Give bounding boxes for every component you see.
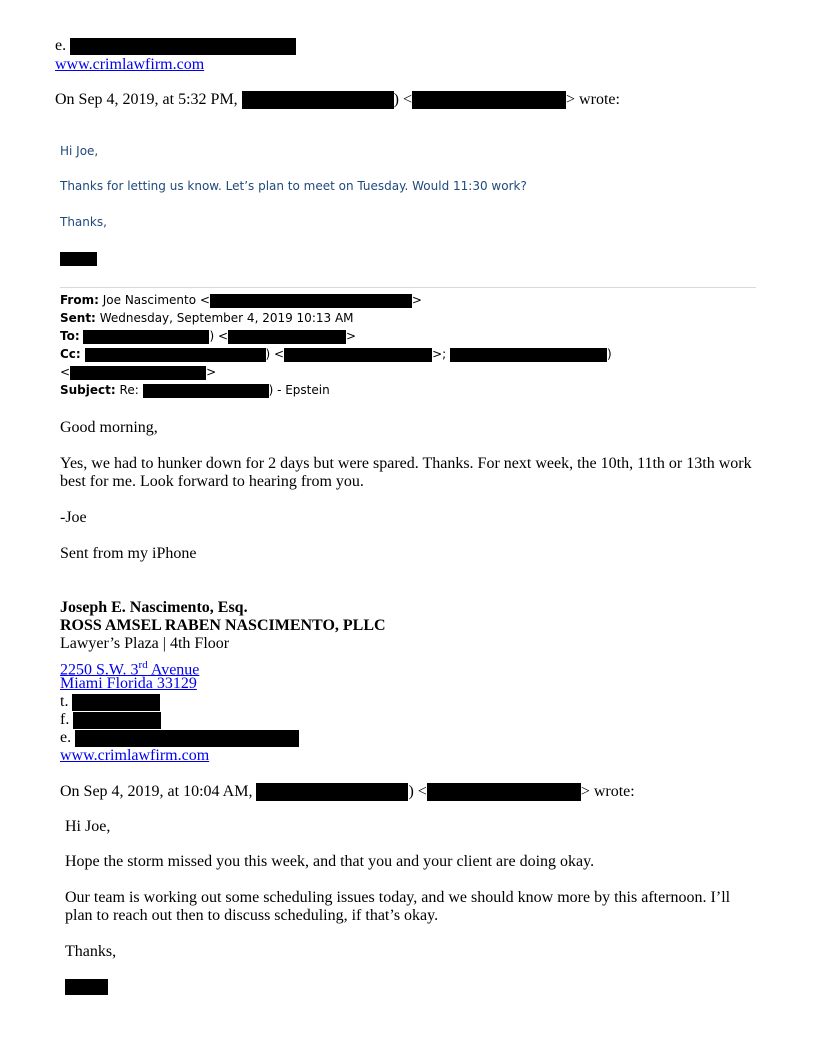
wrote-line-2 xyxy=(60,783,635,801)
to-end: > xyxy=(346,329,357,343)
wrote2-suffix: > wrote: xyxy=(580,783,635,800)
redaction-bar xyxy=(72,694,160,711)
reply1-closing: Thanks, xyxy=(60,215,107,229)
subject-prefix: Re: xyxy=(119,383,139,397)
message2-body-line1: Yes, we had to hunker down for 2 days but were spared. Thanks. For next week, the 10th, 11th or 13th work xyxy=(60,455,752,472)
redaction-bar xyxy=(210,294,412,308)
street-sup: rd xyxy=(138,659,148,671)
header-from xyxy=(60,292,422,308)
street-pre: 2250 S.W. 3 xyxy=(60,661,139,679)
redaction-bar xyxy=(85,348,266,362)
from-label: From: xyxy=(60,293,99,307)
sent-value: Wednesday, September 4, 2019 10:13 AM xyxy=(99,311,354,325)
signature-firm: ROSS AMSEL RABEN NASCIMENTO, PLLC xyxy=(60,617,386,634)
header-cc-line2 xyxy=(60,364,216,380)
e-label: e. xyxy=(60,729,72,746)
message2-sent-from: Sent from my iPhone xyxy=(60,545,197,562)
cc-end: ) xyxy=(607,347,612,361)
to-label: To: xyxy=(60,329,80,343)
cc-sep: >; xyxy=(432,347,447,361)
message3-body1: Hope the storm missed you this week, and that you and your client are doing okay. xyxy=(65,853,595,870)
email-label: e. xyxy=(55,37,67,54)
cc-label: Cc: xyxy=(60,347,81,361)
message2-signoff: -Joe xyxy=(60,509,87,526)
wrote-mid: ) < xyxy=(393,91,413,108)
to-mid: ) < xyxy=(209,329,229,343)
redaction-bar xyxy=(450,348,607,362)
message3-closing: Thanks, xyxy=(65,943,117,960)
website-link[interactable]: www.crimlawfirm.com xyxy=(55,56,205,73)
message3-body2-line2: plan to reach out then to discuss scheduling, if that’s okay. xyxy=(65,907,439,924)
cc2-end: > xyxy=(206,365,217,379)
subject-label: Subject: xyxy=(60,383,116,397)
message3-body2-line1: Our team is working out some scheduling issues today, and we should know more by this afternoon. I’ll xyxy=(65,889,731,906)
cc-mid: ) < xyxy=(265,347,285,361)
street-post: Avenue xyxy=(147,661,200,679)
redaction-bar xyxy=(70,38,296,55)
t-label: t. xyxy=(60,693,69,710)
redaction-bar xyxy=(65,979,108,995)
message2-greeting: Good morning, xyxy=(60,419,158,436)
redaction-bar xyxy=(75,730,299,747)
header-sent xyxy=(60,310,354,326)
wrote2-prefix: On Sep 4, 2019, at 10:04 AM, xyxy=(60,783,253,800)
redaction-bar xyxy=(427,783,581,801)
redaction-bar xyxy=(83,330,209,344)
f-label: f. xyxy=(60,711,70,728)
redaction-bar xyxy=(143,384,269,398)
subject-suffix: ) - Epstein xyxy=(268,383,330,397)
wrote2-mid: ) < xyxy=(408,783,427,800)
signature-address1: Lawyer’s Plaza | 4th Floor xyxy=(60,635,230,652)
wrote-line-1 xyxy=(55,91,620,109)
redaction-bar xyxy=(256,783,408,801)
email-line xyxy=(55,37,296,55)
header-subject xyxy=(60,382,330,398)
redaction-bar xyxy=(60,252,97,266)
from-value: Joe Nascimento < xyxy=(102,293,210,307)
signature-fax xyxy=(60,711,161,729)
reply1-greeting: Hi Joe, xyxy=(60,144,99,158)
divider xyxy=(60,287,756,288)
cc2-start: < xyxy=(60,365,71,379)
wrote-suffix: > wrote: xyxy=(566,91,620,108)
wrote-prefix: On Sep 4, 2019, at 5:32 PM, xyxy=(55,91,238,108)
redaction-bar xyxy=(242,91,394,109)
signature-name: Joseph E. Nascimento, Esq. xyxy=(60,599,248,616)
redaction-bar xyxy=(73,712,161,729)
signature-website-link[interactable]: www.crimlawfirm.com xyxy=(60,747,210,764)
header-cc xyxy=(60,346,612,362)
from-end: > xyxy=(411,293,422,307)
signature-email xyxy=(60,729,299,747)
redaction-bar xyxy=(70,366,206,380)
header-to xyxy=(60,328,356,344)
redaction-bar xyxy=(228,330,346,344)
signature-city-link[interactable]: Miami Florida 33129 xyxy=(60,675,197,692)
message2-body-line2: best for me. Look forward to hearing from you. xyxy=(60,473,364,490)
redaction-bar xyxy=(284,348,432,362)
signature-phone xyxy=(60,693,160,711)
message3-greeting: Hi Joe, xyxy=(65,818,111,835)
sent-label: Sent: xyxy=(60,311,96,325)
reply1-body: Thanks for letting us know. Let’s plan to meet on Tuesday. Would 11:30 work? xyxy=(60,179,527,193)
redaction-bar xyxy=(412,91,566,109)
